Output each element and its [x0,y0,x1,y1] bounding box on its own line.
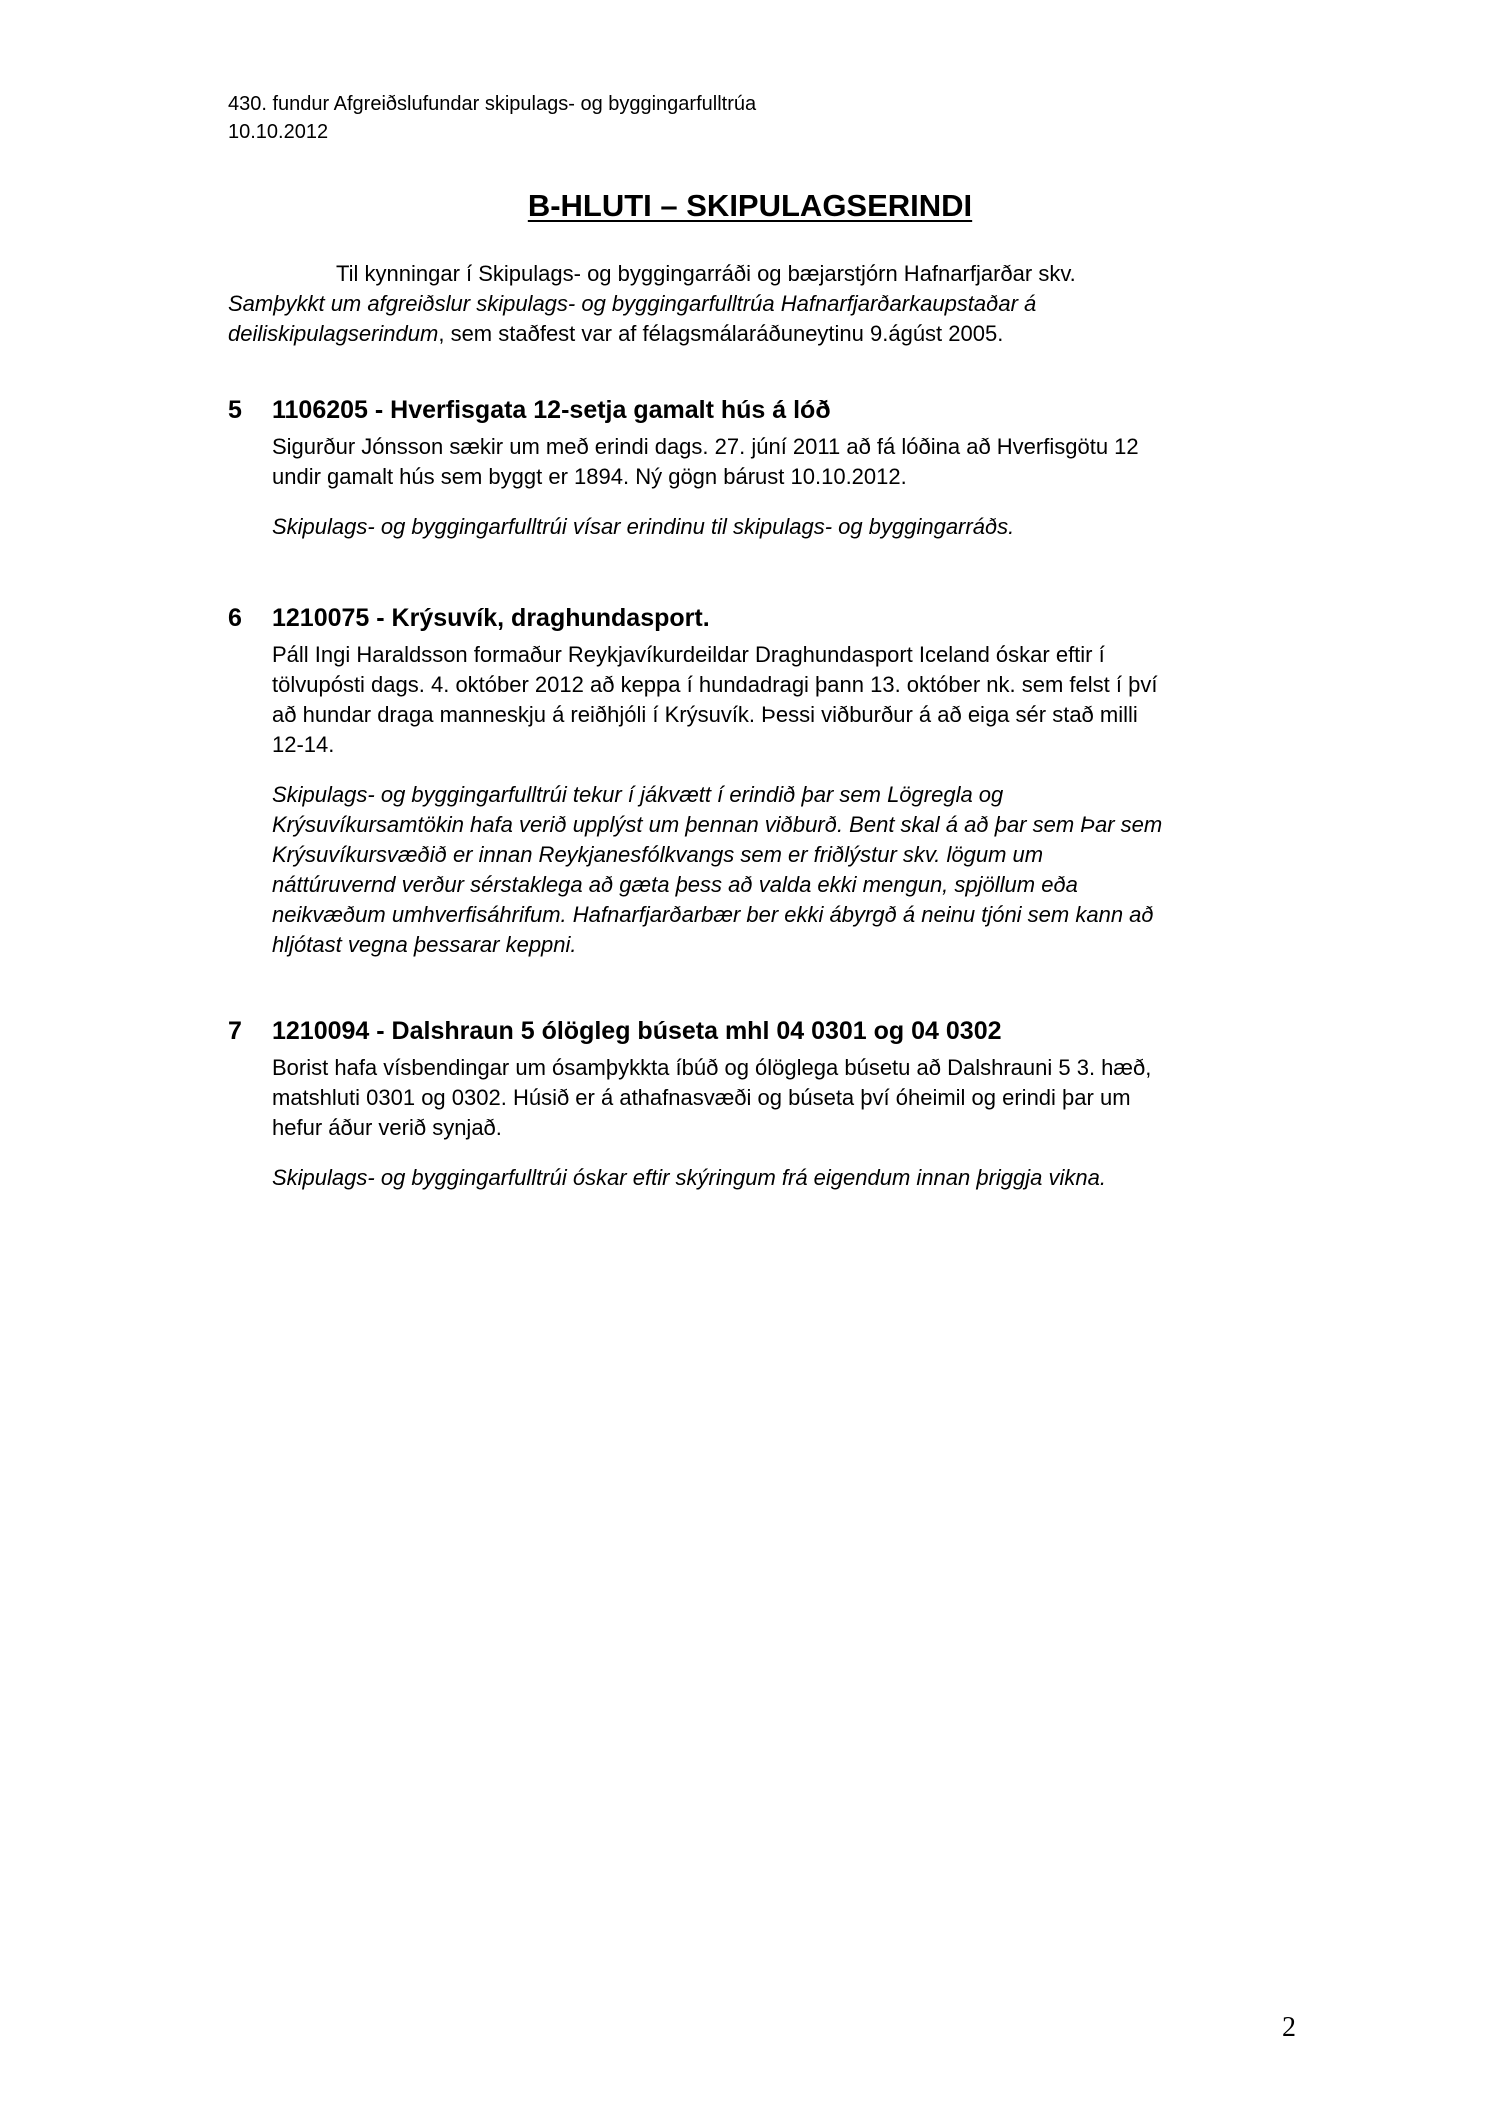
decision-line: náttúruvernd verður sérstaklega að gæta þess að valda ekki mengun, spjöllum eða [272,872,1078,897]
decision-line: hljótast vegna þessarar keppni. [272,932,577,957]
meeting-date: 10.10.2012 [228,121,329,143]
decision-line: Krýsuvíkursamtökin hafa verið upplýst um þennan viðburð. Bent skal á að þar sem Þar sem [272,812,1163,837]
item-title: 1210075 - Krýsuvík, draghundasport. [272,604,710,632]
item-description [228,432,1318,492]
page-header [228,90,756,146]
item-heading [228,1015,1318,1047]
item-decision [228,780,1318,960]
item-title: 1210094 - Dalshraun 5 ólögleg búseta mhl 04 0301 og 04 0302 [272,1017,1002,1045]
item-decision [228,1163,1318,1193]
description-line: Páll Ingi Haraldsson formaður Reykjavíkurdeildar Draghundasport Iceland óskar eftir í [272,642,1105,667]
agenda-item-6 [228,602,1318,960]
meeting-title: 430. fundur Afgreiðslufundar skipulags- og byggingarfulltrúa [228,93,757,115]
item-number: 5 [228,396,242,424]
description-line: matshluti 0301 og 0302. Húsið er á athafnasvæði og búseta því óheimil og erindi þar um [272,1085,1131,1110]
description-line: Borist hafa vísbendingar um ósamþykkta íbúð og ólöglega búsetu að Dalshrauni 5 3. hæð, [272,1055,1152,1080]
item-number: 7 [228,1017,242,1045]
item-description [228,1053,1318,1143]
item-heading [228,394,1318,426]
description-line: undir gamalt hús sem byggt er 1894. Ný gögn bárust 10.10.2012. [272,464,907,489]
page-title: B-HLUTI – SKIPULAGSERINDI [527,188,973,223]
decision-line: Skipulags- og byggingarfulltrúi vísar erindinu til skipulags- og byggingarráðs. [272,514,1015,539]
intro-line [228,319,1288,349]
item-title: 1106205 - Hverfisgata 12-setja gamalt hús á lóð [272,396,831,424]
page-number: 2 [1282,2012,1296,2043]
item-description [228,640,1318,760]
decision-line: Skipulags- og byggingarfulltrúi óskar eftir skýringum frá eigendum innan þriggja vikna. [272,1165,1106,1190]
description-line: tölvupósti dags. 4. október 2012 að keppa í hundadragi þann 13. október nk. sem felst í því [272,672,1158,697]
description-line: hefur áður verið synjað. [272,1115,502,1140]
intro-line [228,289,1288,319]
description-line: 12-14. [272,732,335,757]
agenda-item-5 [228,394,1318,542]
item-number: 6 [228,604,242,632]
item-heading [228,602,1318,634]
item-decision [228,512,1318,542]
description-line: að hundar draga manneskju á reiðhjóli í Krýsuvík. Þessi viðburður á að eiga sér stað milli [272,702,1138,727]
intro-line: Til kynningar í Skipulags- og byggingarráði og bæjarstjórn Hafnarfjarðar skv. [336,261,1076,286]
intro-italic-text: deiliskipulagserindum [228,321,439,346]
decision-line: Krýsuvíkursvæðið er innan Reykjanesfólkvangs sem er friðlýstur skv. lögum um [272,842,1044,867]
description-line: Sigurður Jónsson sækir um með erindi dags. 27. júní 2011 að fá lóðina að Hverfisgötu 12 [272,434,1139,459]
decision-line: neikvæðum umhverfisáhrifum. Hafnarfjarðarbær ber ekki ábyrgð á neinu tjóni sem kann að [272,902,1154,927]
intro-text: , sem staðfest var af félagsmálaráðuneytinu 9.ágúst 2005. [438,321,1004,346]
decision-line: Skipulags- og byggingarfulltrúi tekur í jákvætt í erindið þar sem Lögregla og [272,782,1004,807]
intro-paragraph [228,259,1288,349]
intro-italic-text: Samþykkt um afgreiðslur skipulags- og byggingarfulltrúa Hafnarfjarðarkaupstaðar á [228,291,1037,316]
agenda-item-7 [228,1015,1318,1193]
